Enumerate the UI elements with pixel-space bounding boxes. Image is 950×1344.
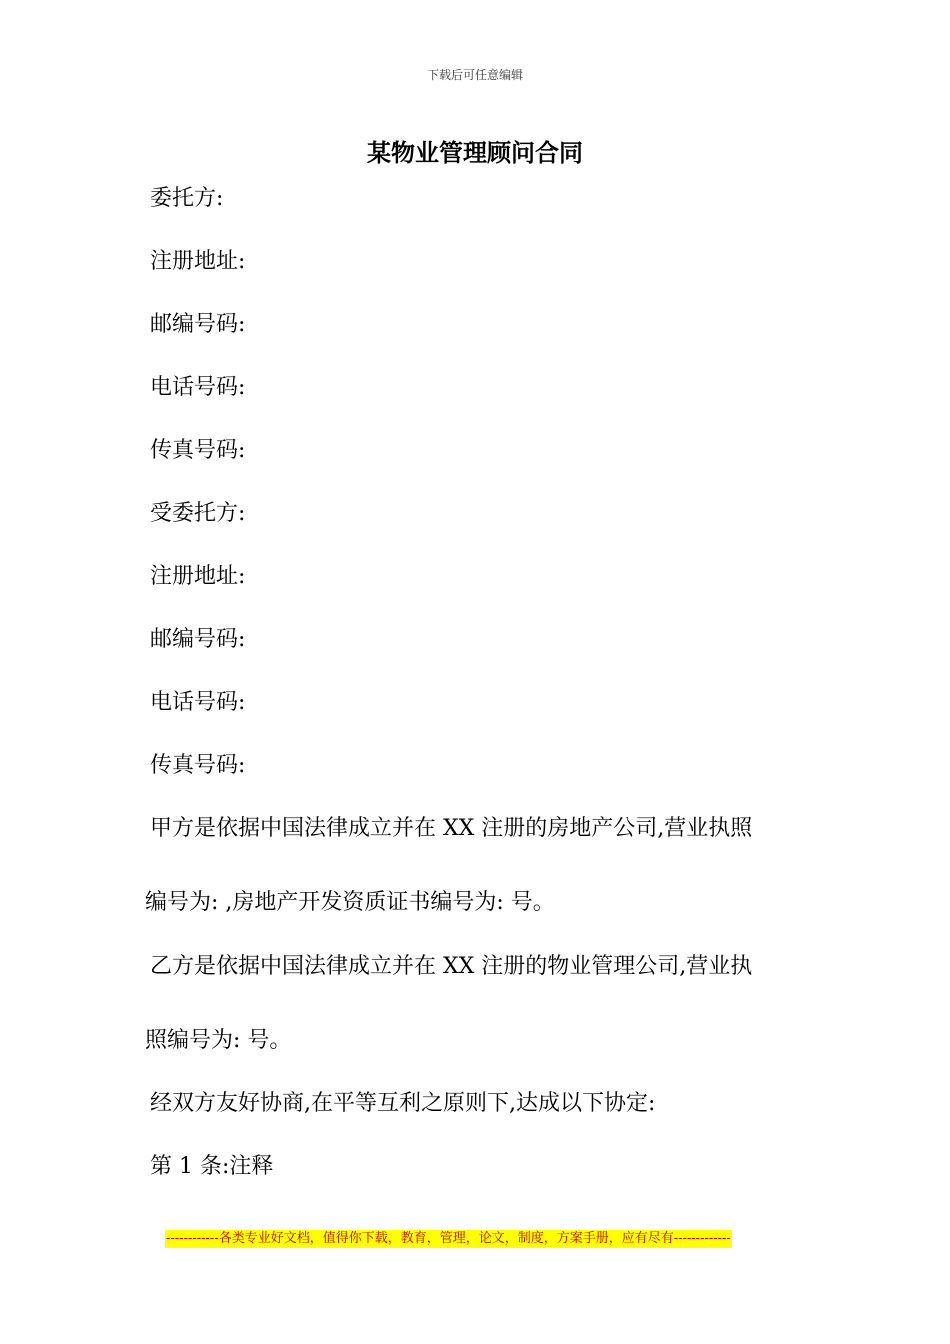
field-client-address: 注册地址: xyxy=(150,249,246,274)
field-contractor-address: 注册地址: xyxy=(150,564,246,589)
party-b-paragraph-line-1: 乙方是依据中国法律成立并在 XX 注册的物业管理公司,营业执 xyxy=(150,954,753,979)
field-contractor: 受委托方: xyxy=(150,501,246,526)
footer-banner: ------------各类专业好文档，值得你下载，教育，管理，论文，制度，方案手册，应有尽有------------- xyxy=(166,1231,731,1246)
document-title: 某物业管理顾问合同 xyxy=(367,138,583,167)
field-client: 委托方: xyxy=(150,186,224,211)
field-client-phone: 电话号码: xyxy=(150,375,246,400)
field-client-postcode: 邮编号码: xyxy=(150,312,246,337)
party-b-paragraph-line-2: 照编号为: 号。 xyxy=(145,1028,292,1053)
field-client-fax: 传真号码: xyxy=(150,438,246,463)
article-1-heading: 第 1 条:注释 xyxy=(150,1154,274,1179)
field-contractor-phone: 电话号码: xyxy=(150,690,246,715)
party-a-paragraph-line-2: 编号为: ,房地产开发资质证书编号为: 号。 xyxy=(145,890,555,915)
header-note: 下载后可任意编辑 xyxy=(426,68,523,82)
agreement-intro: 经双方友好协商,在平等互利之原则下,达成以下协定: xyxy=(150,1091,656,1116)
party-a-paragraph-line-1: 甲方是依据中国法律成立并在 XX 注册的房地产公司,营业执照 xyxy=(150,816,753,841)
field-contractor-postcode: 邮编号码: xyxy=(150,627,246,652)
field-contractor-fax: 传真号码: xyxy=(150,753,246,778)
